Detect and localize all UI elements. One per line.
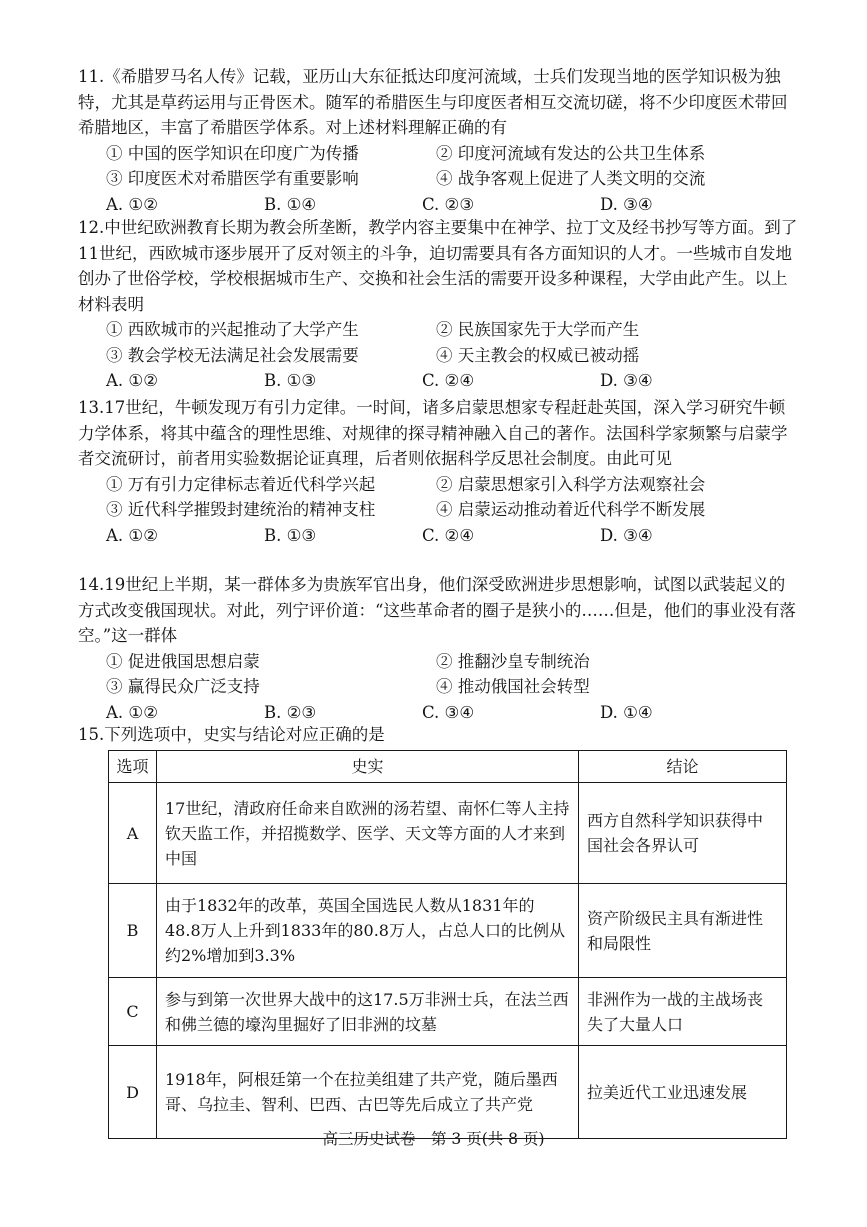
- row-conclusion: 西方自然科学知识获得中国社会各界认可: [579, 783, 787, 884]
- table-row: [109, 783, 787, 884]
- answer-choices: [106, 523, 798, 549]
- table-row: [109, 1046, 787, 1139]
- option-4: ④ 推动俄国社会转型: [436, 677, 590, 696]
- option-2: ② 印度河流域有发达的公共卫生体系: [436, 143, 706, 163]
- question-stem: 17世纪，牛顿发现万有引力定律。一时间，诸多启蒙思想家专程赶赴英国，深入学习研究牛顿力学体系，将其中蕴含的理性思维、对规律的探寻精神融入自己的著作。法国科学家频繁与启蒙学者交流研讨，前者用实验数据论证真理，后者则依据科学反思社会制度。由此可见: [78, 398, 788, 468]
- row-option: D: [109, 1046, 157, 1139]
- row-option: C: [109, 978, 157, 1046]
- choice-a: A. ①②: [106, 194, 158, 214]
- answer-choices: [106, 368, 798, 394]
- option-1: ① 西欧城市的兴起推动了大学产生: [106, 320, 359, 339]
- row-option: A: [109, 783, 157, 884]
- page-footer: 高三历史试卷 第 3 页(共 8 页): [322, 1130, 545, 1148]
- question-11: [78, 64, 798, 217]
- choice-d: D. ③④: [600, 525, 653, 545]
- option-2: ② 启蒙思想家引入科学方法观察社会: [436, 474, 706, 494]
- row-fact: 由于1832年的改革，英国全国选民人数从1831年的48.8万人上升到1833年的80.8万人，占总人口的比例从约2%增加到3.3%: [157, 884, 579, 978]
- choice-c: C. ②④: [422, 525, 475, 545]
- option-list: [106, 472, 798, 523]
- choice-d: D. ③④: [600, 194, 653, 214]
- option-4: ④ 启蒙运动推动着近代科学不断发展: [436, 500, 706, 519]
- option-1: ① 万有引力定律标志着近代科学兴起: [106, 474, 376, 494]
- question-number: 15.: [78, 725, 105, 744]
- table-row: [109, 884, 787, 978]
- option-3: ③ 教会学校无法满足社会发展需要: [106, 345, 359, 365]
- option-3: ③ 近代科学摧毁封建统治的精神支柱: [106, 500, 376, 519]
- option-4: ④ 天主教会的权威已被动摇: [436, 345, 640, 365]
- choice-b: B. ①③: [264, 525, 317, 545]
- question-stem: 中世纪欧洲教育长期为教会所垄断，教学内容主要集中在神学、拉丁文及经书抄写等方面。到了11世纪，西欧城市逐步展开了反对领主的斗争，迫切需要具有各方面知识的人才。一些城市自发地创办了世俗学校，学校根据城市生产、交换和社会生活的需要开设多种课程，大学由此产生。以上材料表明: [78, 218, 798, 314]
- table-row: [109, 978, 787, 1046]
- question-number: 12.: [78, 218, 105, 237]
- choice-c: C. ③④: [422, 702, 475, 722]
- answer-choices: [106, 192, 798, 218]
- choice-b: B. ①④: [264, 194, 317, 214]
- header-conclusion: 结论: [579, 751, 787, 783]
- question-stem: 下列选项中，史实与结论对应正确的是: [104, 725, 385, 744]
- fact-conclusion-table: [108, 750, 787, 1139]
- row-conclusion: 拉美近代工业迅速发展: [579, 1046, 787, 1139]
- question-number: 11.: [78, 67, 105, 86]
- table-header-row: [109, 751, 787, 783]
- question-13: [78, 395, 798, 548]
- choice-a: A. ①②: [106, 371, 158, 390]
- row-conclusion: 资产阶级民主具有渐进性和局限性: [579, 884, 787, 978]
- choice-d: D. ①④: [600, 702, 653, 722]
- option-list: [106, 141, 798, 192]
- choice-a: A. ①②: [106, 525, 158, 545]
- header-option: 选项: [109, 751, 157, 783]
- option-1: ① 促进俄国思想启蒙: [106, 651, 260, 671]
- question-12: [78, 215, 798, 394]
- question-14: [78, 572, 798, 725]
- choice-c: C. ②③: [422, 194, 475, 214]
- question-stem: 《希腊罗马名人传》记载，亚历山大东征抵达印度河流域，士兵们发现当地的医学知识极为独特，尤其是草药运用与正骨医术。随军的希腊医生与印度医者相互交流切磋，将不少印度医术带回希腊地区，丰富了希腊医学体系。对上述材料理解正确的有: [78, 67, 788, 137]
- option-4: ④ 战争客观上促进了人类文明的交流: [436, 169, 706, 188]
- option-3: ③ 赢得民众广泛支持: [106, 677, 260, 696]
- option-list: [106, 649, 798, 700]
- row-option: B: [109, 884, 157, 978]
- row-fact: 1918年，阿根廷第一个在拉美组建了共产党，随后墨西哥、乌拉圭、智利、巴西、古巴等先后成立了共产党: [157, 1046, 579, 1139]
- question-stem: 19世纪上半期，某一群体多为贵族军官出身，他们深受欧洲进步思想影响，试图以武装起义的方式改变俄国现状。对此，列宁评价道：“这些革命者的圈子是狭小的……但是，他们的事业没有落空。”这一群体: [78, 575, 796, 645]
- option-2: ② 民族国家先于大学而产生: [436, 320, 640, 339]
- option-list: [106, 317, 798, 368]
- choice-d: D. ③④: [600, 371, 653, 390]
- choice-b: B. ①③: [264, 371, 317, 390]
- choice-b: B. ②③: [264, 702, 317, 722]
- choice-c: C. ②④: [422, 371, 475, 390]
- row-fact: 17世纪，清政府任命来自欧洲的汤若望、南怀仁等人主持钦天监工作，并招揽数学、医学、天文等方面的人才来到中国: [157, 783, 579, 884]
- option-2: ② 推翻沙皇专制统治: [436, 651, 590, 671]
- question-number: 13.: [78, 398, 105, 417]
- header-fact: 史实: [157, 751, 579, 783]
- question-15: [78, 722, 798, 748]
- option-1: ① 中国的医学知识在印度广为传播: [106, 143, 359, 163]
- option-3: ③ 印度医术对希腊医学有重要影响: [106, 169, 359, 188]
- choice-a: A. ①②: [106, 702, 158, 722]
- row-fact: 参与到第一次世界大战中的这17.5万非洲士兵，在法兰西和佛兰德的壕沟里掘好了旧非洲的坟墓: [157, 978, 579, 1046]
- question-number: 14.: [78, 575, 105, 594]
- row-conclusion: 非洲作为一战的主战场丧失了大量人口: [579, 978, 787, 1046]
